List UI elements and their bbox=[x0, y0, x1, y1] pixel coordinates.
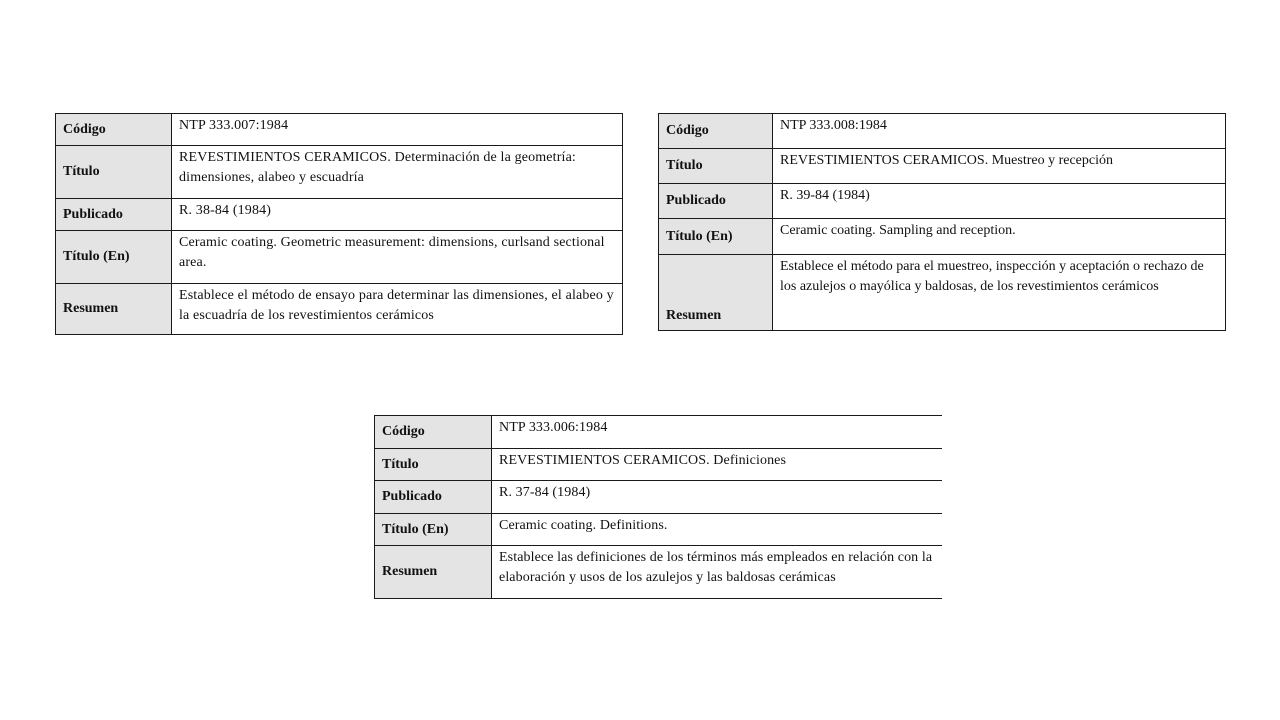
table-row-resumen bbox=[56, 284, 623, 335]
row-label: Publicado bbox=[659, 184, 773, 219]
row-label: Resumen bbox=[375, 546, 492, 599]
row-value: Establece el método para el muestreo, inspección y aceptación o rechazo de los azulejos o mayólica y baldosas, de los revestimientos cerámicos bbox=[773, 255, 1226, 331]
row-value: R. 38-84 (1984) bbox=[172, 199, 623, 231]
row-value: REVESTIMIENTOS CERAMICOS. Determinación de la geometría: dimensiones, alabeo y escuadría bbox=[172, 146, 623, 199]
table-row-codigo bbox=[375, 416, 942, 449]
row-label: Título (En) bbox=[659, 219, 773, 255]
table-row-publicado bbox=[659, 184, 1226, 219]
table-row-codigo bbox=[659, 114, 1226, 149]
table-row-resumen bbox=[659, 255, 1226, 331]
table-row-publicado bbox=[375, 481, 942, 514]
row-label: Título (En) bbox=[375, 514, 492, 546]
row-value: R. 39-84 (1984) bbox=[773, 184, 1226, 219]
table-row-titulo-en bbox=[375, 514, 942, 546]
row-label: Título bbox=[375, 449, 492, 481]
standard-table-ntp-333-008 bbox=[658, 113, 1226, 331]
row-value: NTP 333.006:1984 bbox=[492, 416, 942, 449]
table-row-codigo bbox=[56, 114, 623, 146]
row-label: Código bbox=[659, 114, 773, 149]
row-value: R. 37-84 (1984) bbox=[492, 481, 942, 514]
row-value: NTP 333.008:1984 bbox=[773, 114, 1226, 149]
row-label: Resumen bbox=[659, 255, 773, 331]
row-label: Resumen bbox=[56, 284, 172, 335]
standard-table-ntp-333-006 bbox=[374, 415, 942, 599]
row-label: Título bbox=[56, 146, 172, 199]
row-label: Título (En) bbox=[56, 231, 172, 284]
row-label: Publicado bbox=[56, 199, 172, 231]
row-value: NTP 333.007:1984 bbox=[172, 114, 623, 146]
table-row-titulo-en bbox=[659, 219, 1226, 255]
table-row-publicado bbox=[56, 199, 623, 231]
table-row-titulo bbox=[56, 146, 623, 199]
row-label: Título bbox=[659, 149, 773, 184]
row-label: Código bbox=[375, 416, 492, 449]
table-row-resumen bbox=[375, 546, 942, 599]
row-value: REVESTIMIENTOS CERAMICOS. Definiciones bbox=[492, 449, 942, 481]
row-value: Ceramic coating. Sampling and reception. bbox=[773, 219, 1226, 255]
row-label: Código bbox=[56, 114, 172, 146]
standard-table-ntp-333-007 bbox=[55, 113, 623, 335]
row-value: Ceramic coating. Definitions. bbox=[492, 514, 942, 546]
row-value: Establece las definiciones de los términos más empleados en relación con la elaboración y usos de los azulejos y las baldosas cerámicas bbox=[492, 546, 942, 599]
table-row-titulo-en bbox=[56, 231, 623, 284]
row-value: Establece el método de ensayo para determinar las dimensiones, el alabeo y la escuadría de los revestimientos cerámicos bbox=[172, 284, 623, 335]
row-value: Ceramic coating. Geometric measurement: dimensions, curlsand sectional area. bbox=[172, 231, 623, 284]
table-row-titulo bbox=[375, 449, 942, 481]
row-label: Publicado bbox=[375, 481, 492, 514]
table-row-titulo bbox=[659, 149, 1226, 184]
row-value: REVESTIMIENTOS CERAMICOS. Muestreo y recepción bbox=[773, 149, 1226, 184]
